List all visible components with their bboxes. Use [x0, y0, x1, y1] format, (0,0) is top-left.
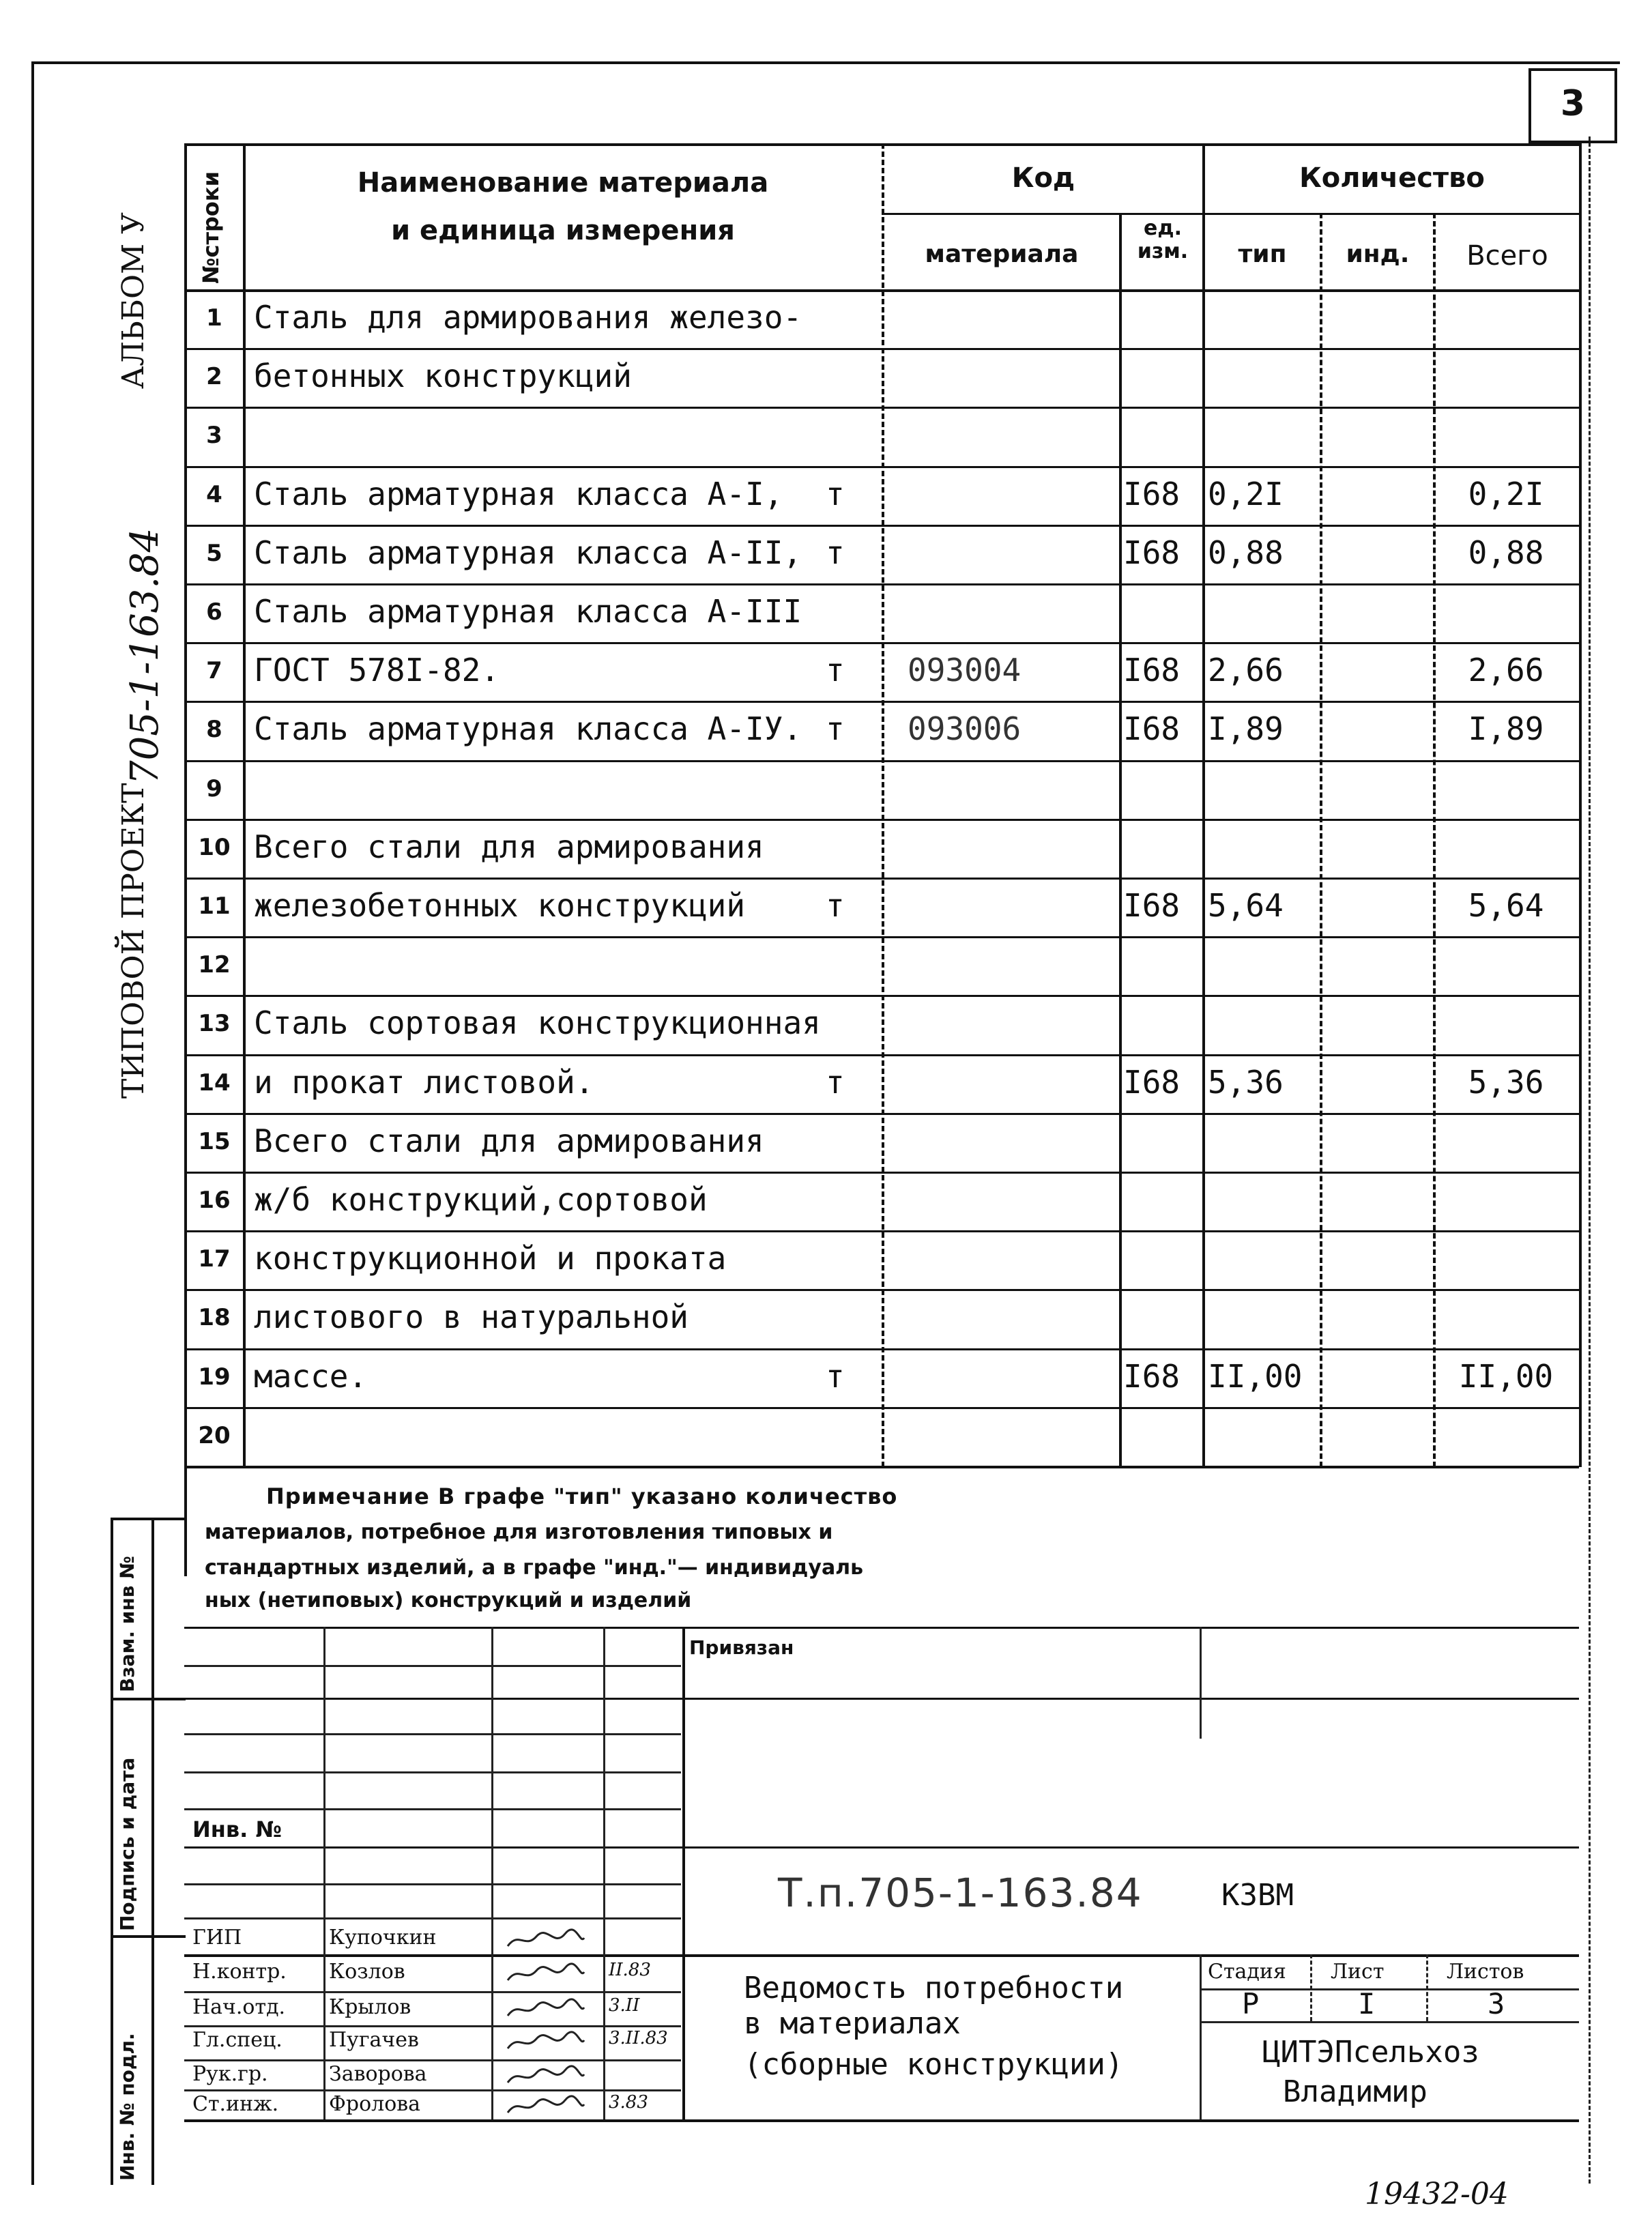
row-divider [184, 583, 1579, 585]
row-qty-total: I,89 [1468, 710, 1544, 748]
stamp-title-line2: в материалах [744, 2006, 961, 2041]
row-divider [184, 525, 1579, 527]
tb-line-g [184, 1846, 1579, 1849]
row-number: 13 [198, 1010, 231, 1038]
stamp-sheets-value: 3 [1488, 1987, 1505, 2020]
side-label-project: ТИПОВОЙ ПРОЕКТ [116, 783, 151, 1099]
signature-scribble [505, 2095, 587, 2118]
row-unit-code: I68 [1123, 1357, 1180, 1395]
row-number: 11 [198, 893, 231, 920]
tb-line-a [184, 1627, 1579, 1629]
row-divider [184, 936, 1579, 938]
header-qty-type: тип [1238, 240, 1287, 268]
tb-line-bottom [184, 2119, 1579, 2122]
tb-line-i [184, 1917, 681, 1919]
row-qty-total: 0,2I [1468, 475, 1544, 512]
side-label-album: АЛЬБОМ У [116, 212, 151, 389]
header-quantity: Количество [1299, 162, 1485, 194]
signature-scribble [505, 2031, 587, 2054]
row-divider [184, 466, 1579, 468]
row-divider [184, 1230, 1579, 1232]
stamp-org-line1: ЦИТЭПсельхоз [1262, 2035, 1479, 2070]
row-number: 5 [206, 539, 222, 567]
row-unit-code: I68 [1123, 710, 1180, 748]
row-qty-type: 2,66 [1208, 652, 1284, 689]
left-stamp-inner [151, 1518, 154, 2185]
row-qty-total: 5,64 [1468, 887, 1544, 924]
stamp-sheet-label: Лист [1331, 1960, 1385, 1984]
person-role: ГИП [192, 1926, 242, 1950]
row-number: 2 [206, 363, 222, 391]
col-line-7 [1579, 143, 1582, 1467]
row-divider [184, 1054, 1579, 1056]
row-unit: т [826, 710, 845, 748]
stamp-privyazan: Привязан [689, 1636, 794, 1659]
tb-line-n [184, 2089, 681, 2091]
row-number: 9 [206, 774, 222, 802]
sheet-number: 3 [1560, 83, 1586, 124]
signature-scribble [505, 2065, 587, 2088]
tb-line-d [184, 1733, 681, 1735]
row-qty-type: II,00 [1208, 1357, 1303, 1395]
person-role: Ст.инж. [192, 2092, 279, 2116]
signature-scribble [505, 1928, 587, 1952]
note-line-3: стандартных изделий, а в графе "инд."— индивидуаль [205, 1556, 864, 1580]
table-subheader-line [882, 213, 1579, 215]
row-number: 19 [198, 1363, 231, 1391]
note-line-2: материалов, потребное для изготовления типовых и [205, 1520, 833, 1544]
col-line-2 [882, 143, 884, 1467]
tb-line-f [184, 1808, 681, 1810]
tb-col-5 [1200, 1627, 1202, 1739]
person-role: Нач.отд. [192, 1995, 286, 2019]
row-qty-total: II,00 [1458, 1357, 1554, 1395]
person-name: Крылов [329, 1995, 411, 2019]
stamp-inv-no: Инв. № [192, 1816, 282, 1842]
row-qty-total: 0,88 [1468, 534, 1544, 571]
signature-scribble [505, 1962, 587, 1986]
person-name: Козлов [329, 1960, 405, 1984]
row-number: 12 [198, 951, 231, 979]
row-divider [184, 348, 1579, 350]
stamp-doc-mark: КЗВМ [1221, 1878, 1294, 1913]
note-line-4: ных (нетиповых) конструкций и изделий [205, 1589, 692, 1612]
row-number: 10 [198, 833, 231, 861]
row-name: Сталь арматурная класса А-I, [254, 475, 783, 512]
row-unit-code: I68 [1123, 534, 1180, 571]
row-number: 4 [206, 480, 222, 508]
stamp-sheets-label: Листов [1447, 1960, 1524, 1984]
row-number: 7 [206, 657, 222, 685]
header-row-no: №строки [198, 171, 224, 284]
row-number: 6 [206, 598, 222, 626]
row-unit: т [826, 534, 845, 571]
row-name: Сталь арматурная класса А-IУ. [254, 710, 802, 748]
stamp-doc-code: Т.п.705-1-163.84 [778, 1870, 1143, 1916]
tb-line-l [184, 2025, 681, 2027]
row-unit: т [826, 1063, 845, 1101]
row-divider [184, 995, 1579, 997]
tb-stage-line2 [1201, 2021, 1579, 2023]
row-divider [184, 760, 1579, 762]
col-line-6 [1433, 213, 1436, 1467]
header-code-unit: ед. изм. [1137, 216, 1189, 263]
row-qty-type: 0,88 [1208, 534, 1284, 571]
person-name: Купочкин [329, 1926, 437, 1950]
tb-col-7 [1310, 1954, 1312, 2021]
label-inv-podl: Инв. № подл. [116, 2033, 139, 2181]
row-unit: т [826, 652, 845, 689]
header-name-line1: Наименование материала [357, 167, 769, 199]
person-name: Заворова [329, 2062, 427, 2086]
stamp-stage-value: Р [1242, 1987, 1260, 2020]
row-number: 1 [206, 304, 222, 332]
header-code-material: материала [925, 240, 1079, 268]
tb-line-m [184, 2059, 681, 2061]
tb-col-4 [682, 1627, 685, 2119]
row-number: 8 [206, 716, 222, 744]
row-number: 14 [198, 1069, 231, 1097]
row-qty-type: 5,64 [1208, 887, 1284, 924]
row-qty-type: 5,36 [1208, 1063, 1284, 1101]
tb-col-8 [1426, 1954, 1428, 2021]
tb-line-j [184, 1954, 1579, 1957]
row-unit: т [826, 887, 845, 924]
left-stamp-div1 [111, 1698, 186, 1700]
stamp-title-line1: Ведомость потребности [744, 1971, 1124, 2005]
row-name: Сталь арматурная класса А-II, [254, 534, 802, 571]
tb-line-k [184, 1991, 681, 1993]
person-role: Рук.гр. [192, 2062, 268, 2086]
header-code: Код [1011, 162, 1075, 194]
row-name: конструкционной и проката [254, 1240, 727, 1277]
row-unit-code: I68 [1123, 1063, 1180, 1101]
row-name: Сталь сортовая конструкционная [254, 1004, 821, 1042]
person-date: 3.II.83 [609, 2028, 668, 2048]
stamp-title-line3: (сборные конструкции) [744, 2047, 1124, 2082]
stamp-stage-label: Стадия [1208, 1960, 1286, 1984]
row-number: 15 [198, 1127, 231, 1155]
row-name: бетонных конструкций [254, 358, 632, 395]
row-unit: т [826, 1357, 845, 1395]
tb-line-c [184, 1698, 1579, 1700]
side-label-project-code: 705-1-163.84 [123, 527, 167, 785]
row-divider [184, 407, 1579, 409]
col-line-1 [243, 143, 246, 1467]
person-date: 3.83 [609, 2092, 648, 2113]
row-qty-type: I,89 [1208, 710, 1284, 748]
row-number: 17 [198, 1245, 231, 1273]
row-name: Всего стали для армирования [254, 1122, 764, 1159]
stamp-sheet-value: I [1358, 1987, 1376, 2020]
tb-col-1 [323, 1627, 325, 2119]
bottom-archive-number: 19432-04 [1365, 2177, 1509, 2212]
label-podpis: Подпись и дата [116, 1757, 139, 1931]
note-line-1: Примечание В графе "тип" указано количество [266, 1483, 898, 1509]
row-divider [184, 701, 1579, 703]
row-unit-code: I68 [1123, 475, 1180, 512]
row-name: массе. [254, 1357, 368, 1395]
person-role: Гл.спец. [192, 2028, 282, 2052]
row-divider [184, 1113, 1579, 1115]
tb-line-b [184, 1665, 681, 1667]
row-unit-code: I68 [1123, 887, 1180, 924]
header-qty-total: Всего [1466, 240, 1548, 272]
left-stamp-border [111, 1518, 113, 2185]
row-divider [184, 1289, 1579, 1291]
person-date: II.83 [609, 1960, 651, 1980]
row-divider [184, 642, 1579, 644]
person-date: 3.II [609, 1995, 640, 2016]
person-name: Фролова [329, 2092, 421, 2116]
row-qty-total: 5,36 [1468, 1063, 1544, 1101]
row-unit: т [826, 475, 845, 512]
person-role: Н.контр. [192, 1960, 287, 1984]
row-name: Сталь для армирования железо- [254, 299, 802, 336]
row-code: 093006 [908, 710, 1021, 748]
stamp-org-line2: Владимир [1283, 2074, 1428, 2109]
left-stamp-div2 [111, 1935, 186, 1938]
row-unit-code: I68 [1123, 652, 1180, 689]
row-name: ГОСТ 578I-82. [254, 652, 500, 689]
tb-line-e [184, 1771, 681, 1773]
row-name: Всего стали для армирования [254, 828, 764, 865]
row-divider [184, 819, 1579, 821]
tb-line-h [184, 1883, 681, 1885]
row-qty-type: 0,2I [1208, 475, 1284, 512]
header-name-line2: и единица измерения [391, 215, 735, 246]
col-line-4 [1202, 143, 1205, 1467]
header-qty-ind: инд. [1346, 240, 1410, 268]
row-qty-total: 2,66 [1468, 652, 1544, 689]
row-number: 18 [198, 1304, 231, 1332]
row-number: 20 [198, 1421, 231, 1449]
person-name: Пугачев [329, 2028, 419, 2052]
row-name: ж/б конструкций,сортовой [254, 1181, 708, 1218]
row-name: листового в натуральной [254, 1299, 689, 1336]
row-divider [184, 1172, 1579, 1174]
col-line-3 [1119, 213, 1122, 1467]
col-line-5 [1320, 213, 1322, 1467]
row-code: 093004 [908, 652, 1021, 689]
row-number: 16 [198, 1187, 231, 1214]
row-name: железобетонных конструкций [254, 887, 746, 924]
label-inv-vzam: Взам. инв № [116, 1556, 139, 1692]
row-name: и прокат листовой. [254, 1063, 594, 1101]
row-number: 3 [206, 422, 222, 450]
signature-scribble [505, 1998, 587, 2021]
tb-col-6 [1200, 1954, 1202, 2119]
tb-col-3 [603, 1627, 605, 2119]
row-divider [184, 1348, 1579, 1350]
right-frame-line [1589, 136, 1591, 2184]
tb-col-2 [491, 1627, 493, 2119]
left-stamp-top [111, 1518, 186, 1520]
row-divider [184, 878, 1579, 880]
row-name: Сталь арматурная класса А-III [254, 593, 802, 630]
row-divider [184, 1407, 1579, 1409]
